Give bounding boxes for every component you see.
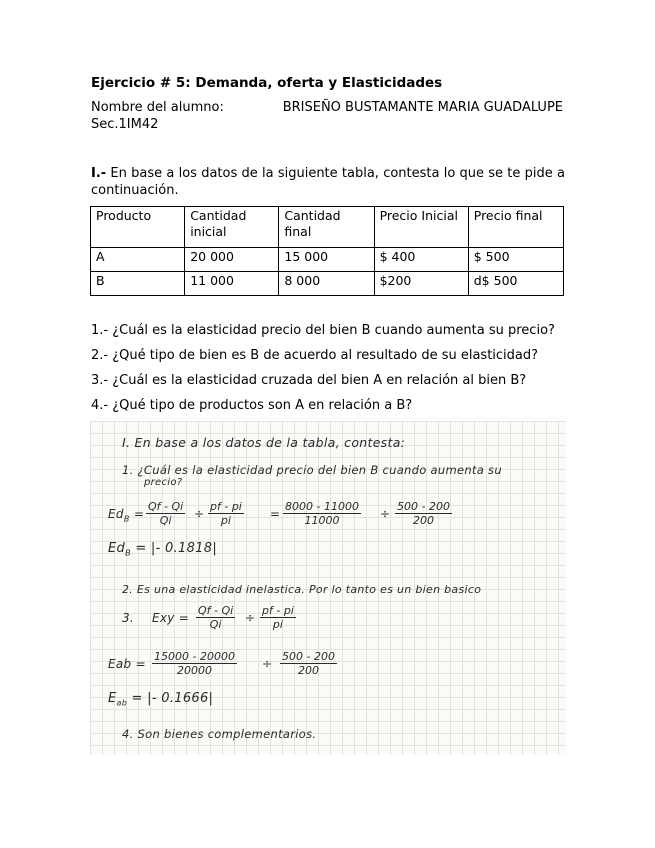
hw-fraction: $\frac{Qf - Qi}{Qi}$ — [198, 604, 234, 631]
table-cell: $200 — [374, 272, 468, 296]
hw-result-1: $Ed_B$ = |- 0.1818| — [108, 541, 218, 558]
table-cell: 20 000 — [185, 248, 279, 272]
hw-result-2: $E_{ab}$ = |- 0.1666| — [108, 691, 214, 708]
data-table — [90, 206, 564, 296]
table-cell: $ 500 — [468, 248, 563, 272]
student-label: Nombre del alumno: — [91, 100, 224, 115]
hw-fraction: $\frac{pf - pi}{pi}$ — [262, 604, 294, 631]
table-cell: B — [91, 272, 185, 296]
table-header-cell: Cantidad inicial — [185, 207, 279, 248]
hw-fraction: $\frac{15000 - 20000}{20000}$ — [154, 650, 235, 677]
table-cell: d$ 500 — [468, 272, 563, 296]
intro-numeral: I.- — [91, 166, 107, 181]
hw-equals: = — [270, 507, 281, 521]
table-header-cell: Precio Inicial — [374, 207, 468, 248]
table-cell: 8 000 — [279, 272, 374, 296]
hw-ed-label: $Ed_B$ — [108, 507, 130, 524]
hw-fraction: $\frac{pf - pi}{pi}$ — [210, 500, 242, 527]
hw-fraction: $\frac{500 - 200}{200}$ — [282, 650, 335, 677]
hw-question-3: 3. — [122, 611, 135, 625]
hw-eab-label: Eab = — [108, 657, 146, 671]
hw-fraction: $\frac{Qf - Qi}{Qi}$ — [148, 500, 184, 527]
hw-equals: = — [134, 507, 145, 521]
table-header-cell: Producto — [91, 207, 185, 248]
hw-divide: ÷ — [380, 507, 391, 521]
hw-line-instructions: I. En base a los datos de la tabla, contesta: — [122, 435, 406, 450]
table-header-row — [91, 207, 564, 248]
table-cell: 11 000 — [185, 272, 279, 296]
question-1: 1.- ¿Cuál es la elasticidad precio del bien B cuando aumenta su precio? — [91, 323, 555, 338]
hw-question-1: 1. ¿Cuál es la elasticidad precio del bien B cuando aumenta su — [122, 463, 502, 477]
section-label: Sec.1IM42 — [91, 117, 159, 132]
table-cell: A — [91, 248, 185, 272]
hw-exy-label: Exy = — [152, 611, 190, 625]
table-row — [91, 272, 564, 296]
table-cell: $ 400 — [374, 248, 468, 272]
hw-answer-2: 2. Es una elasticidad inelastica. Por lo tanto es un bien basico — [122, 583, 482, 596]
question-2: 2.- ¿Qué tipo de bien es B de acuerdo al resultado de su elasticidad? — [91, 348, 539, 363]
hw-fraction: $\frac{8000 - 11000}{11000}$ — [285, 500, 359, 527]
hw-divide: ÷ — [245, 611, 256, 625]
hw-divide: ÷ — [262, 657, 273, 671]
hw-ed-sub: B — [123, 514, 130, 524]
table-header-cell: Cantidad final — [279, 207, 374, 248]
table-row — [91, 248, 564, 272]
intro-paragraph — [91, 165, 565, 199]
hw-divide: ÷ — [194, 507, 205, 521]
intro-text: En base a los datos de la siguiente tabla, contesta lo que se te pide a continuación. — [91, 166, 565, 198]
table-header-cell: Precio final — [468, 207, 563, 248]
hw-fraction: $\frac{500 - 200}{200}$ — [397, 500, 450, 527]
hw-question-1-cont: precio? — [144, 477, 183, 488]
exercise-title: Ejercicio # 5: Demanda, oferta y Elasticidades — [91, 75, 443, 91]
hw-answer-4: 4. Son bienes complementarios. — [122, 727, 317, 741]
question-3: 3.- ¿Cuál es la elasticidad cruzada del bien A en relación al bien B? — [91, 373, 527, 388]
handwritten-answers — [90, 421, 566, 755]
student-name-line — [91, 100, 563, 115]
table-cell: 15 000 — [279, 248, 374, 272]
question-4: 4.- ¿Qué tipo de productos son A en relación a B? — [91, 398, 413, 413]
student-name: BRISEÑO BUSTAMANTE MARIA GUADALUPE — [282, 100, 563, 115]
